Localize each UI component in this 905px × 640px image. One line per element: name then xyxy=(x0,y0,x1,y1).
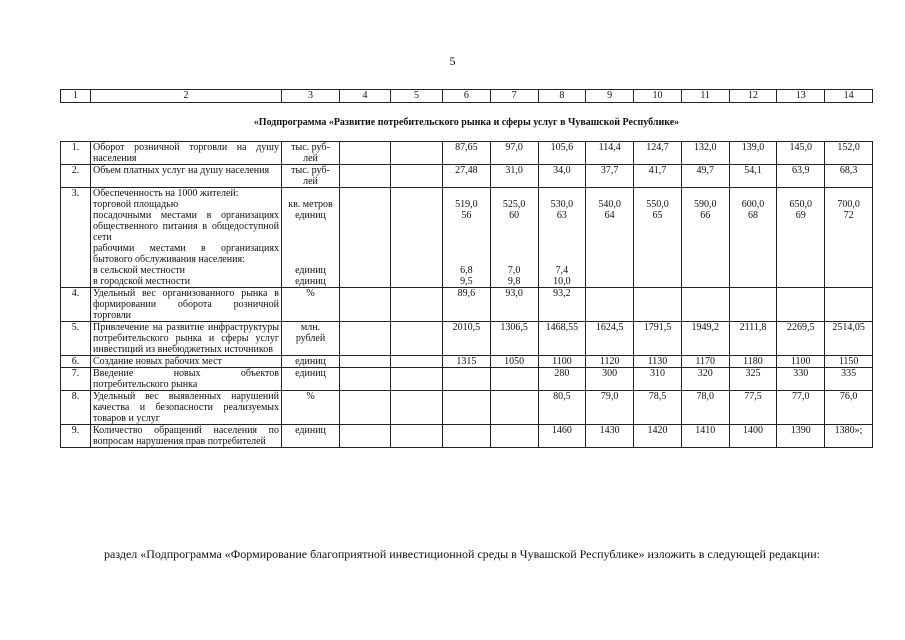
row-number: 6. xyxy=(61,356,91,368)
empty-cell xyxy=(391,142,443,165)
column-number-9: 9 xyxy=(586,90,634,103)
value-cell: 1315 xyxy=(443,356,491,368)
value-cell: 310 xyxy=(634,368,682,391)
empty-cell xyxy=(340,142,391,165)
value-cell: 97,0 xyxy=(490,142,538,165)
value-cell: 1306,5 xyxy=(490,322,538,356)
value-cell: 114,4 xyxy=(586,142,634,165)
empty-cell xyxy=(391,368,443,391)
value-cell: 2111,8 xyxy=(729,322,777,356)
indicators-table xyxy=(60,89,873,448)
indicator-name: Привлечение на развитие инфраструктуры потребительского рынка и сферы услуг инвестиций из внебюджетных источников xyxy=(91,322,282,356)
value-cell: 330 xyxy=(777,368,825,391)
empty-cell xyxy=(340,368,391,391)
value-cell: 1170 xyxy=(681,356,729,368)
value-cell: 152,0 xyxy=(825,142,873,165)
value-cell: 1420 xyxy=(634,425,682,448)
value-cell: 49,7 xyxy=(681,165,729,188)
value-cell: 1100 xyxy=(777,356,825,368)
column-number-10: 10 xyxy=(634,90,682,103)
value-cell: 105,6 xyxy=(538,142,586,165)
value-cell: 300 xyxy=(586,368,634,391)
value-cell: 1791,5 xyxy=(634,322,682,356)
value-cell: 31,0 xyxy=(490,165,538,188)
value-cell: 124,7 xyxy=(634,142,682,165)
column-number-2: 2 xyxy=(91,90,282,103)
subprogram-title-row xyxy=(61,103,873,142)
table-row xyxy=(61,425,873,448)
column-number-8: 8 xyxy=(538,90,586,103)
column-number-14: 14 xyxy=(825,90,873,103)
value-cell: 78,5 xyxy=(634,391,682,425)
value-cell: 139,0 xyxy=(729,142,777,165)
empty-cell xyxy=(340,391,391,425)
empty-cell xyxy=(391,322,443,356)
column-number-row xyxy=(61,90,873,103)
column-number-1: 1 xyxy=(61,90,91,103)
unit-cell: кв. метров единиц единиц единиц xyxy=(282,188,340,288)
value-cell: 34,0 xyxy=(538,165,586,188)
value-cell: 1949,2 xyxy=(681,322,729,356)
indicator-name: Количество обращений населения по вопросам нарушения прав потребителей xyxy=(91,425,282,448)
empty-cell xyxy=(391,356,443,368)
empty-cell xyxy=(340,322,391,356)
empty-cell xyxy=(340,356,391,368)
value-cell: 320 xyxy=(681,368,729,391)
value-cell: 93,0 xyxy=(490,288,538,322)
value-cell xyxy=(490,391,538,425)
value-cell: 525,0 60 7,0 9,8 xyxy=(490,188,538,288)
table-row xyxy=(61,322,873,356)
value-cell xyxy=(443,368,491,391)
empty-cell xyxy=(391,391,443,425)
column-number-4: 4 xyxy=(340,90,391,103)
value-cell: 63,9 xyxy=(777,165,825,188)
column-number-5: 5 xyxy=(391,90,443,103)
column-number-12: 12 xyxy=(729,90,777,103)
value-cell: 2269,5 xyxy=(777,322,825,356)
value-cell: 2010,5 xyxy=(443,322,491,356)
value-cell: 530,0 63 7,4 10,0 xyxy=(538,188,586,288)
unit-cell: единиц xyxy=(282,425,340,448)
value-cell: 550,0 65 xyxy=(634,188,682,288)
unit-cell: единиц xyxy=(282,356,340,368)
value-cell: 77,5 xyxy=(729,391,777,425)
value-cell: 79,0 xyxy=(586,391,634,425)
column-number-13: 13 xyxy=(777,90,825,103)
empty-cell xyxy=(340,288,391,322)
value-cell: 27,48 xyxy=(443,165,491,188)
column-number-3: 3 xyxy=(282,90,340,103)
value-cell: 1624,5 xyxy=(586,322,634,356)
row-number: 8. xyxy=(61,391,91,425)
indicator-name: Удельный вес организованного рынка в формировании оборота розничной торговли xyxy=(91,288,282,322)
subprogram-title: «Подпрограмма «Развитие потребительского рынка и сферы услуг в Чувашской Республике» xyxy=(61,103,873,142)
value-cell: 519,0 56 6,8 9,5 xyxy=(443,188,491,288)
empty-cell xyxy=(340,165,391,188)
unit-cell: тыс. руб- лей xyxy=(282,142,340,165)
value-cell: 335 xyxy=(825,368,873,391)
row-number: 1. xyxy=(61,142,91,165)
value-cell: 93,2 xyxy=(538,288,586,322)
value-cell: 89,6 xyxy=(443,288,491,322)
table-row xyxy=(61,142,873,165)
column-number-7: 7 xyxy=(490,90,538,103)
table-row xyxy=(61,368,873,391)
row-number: 9. xyxy=(61,425,91,448)
empty-cell xyxy=(391,425,443,448)
value-cell: 77,0 xyxy=(777,391,825,425)
value-cell: 600,0 68 xyxy=(729,188,777,288)
table-row xyxy=(61,391,873,425)
unit-cell: млн. рублей xyxy=(282,322,340,356)
indicator-name: Введение новых объектов потребительского рынка xyxy=(91,368,282,391)
value-cell: 1410 xyxy=(681,425,729,448)
value-cell: 1380»; xyxy=(825,425,873,448)
value-cell xyxy=(634,288,682,322)
empty-cell xyxy=(391,188,443,288)
column-number-6: 6 xyxy=(443,90,491,103)
value-cell: 78,0 xyxy=(681,391,729,425)
row-number: 3. xyxy=(61,188,91,288)
value-cell: 650,0 69 xyxy=(777,188,825,288)
value-cell: 1460 xyxy=(538,425,586,448)
row-number: 4. xyxy=(61,288,91,322)
empty-cell xyxy=(340,425,391,448)
value-cell: 700,0 72 xyxy=(825,188,873,288)
value-cell: 54,1 xyxy=(729,165,777,188)
unit-cell: единиц xyxy=(282,368,340,391)
empty-cell xyxy=(391,165,443,188)
value-cell: 2514,05 xyxy=(825,322,873,356)
value-cell xyxy=(443,425,491,448)
value-cell: 540,0 64 xyxy=(586,188,634,288)
indicator-name: Объем платных услуг на душу населения xyxy=(91,165,282,188)
unit-cell: % xyxy=(282,288,340,322)
row-number: 5. xyxy=(61,322,91,356)
value-cell: 145,0 xyxy=(777,142,825,165)
indicator-name: Создание новых рабочих мест xyxy=(91,356,282,368)
value-cell: 1150 xyxy=(825,356,873,368)
value-cell: 76,0 xyxy=(825,391,873,425)
footer-paragraph: раздел «Подпрограмма «Формирование благоприятной инвестиционной среды в Чувашской Республике» изложить в следующей редакции: xyxy=(104,547,820,561)
value-cell: 68,3 xyxy=(825,165,873,188)
value-cell: 132,0 xyxy=(681,142,729,165)
indicator-name: Обеспеченность на 1000 жителей: торговой площадью посадочными местами в организациях общественного питания в общедоступной сети рабочими местами в организациях бытового обслуживания населения: в сельской местности в городской местности xyxy=(91,188,282,288)
value-cell: 1100 xyxy=(538,356,586,368)
value-cell xyxy=(681,288,729,322)
value-cell xyxy=(729,288,777,322)
column-number-11: 11 xyxy=(681,90,729,103)
indicator-name: Удельный вес выявленных нарушений качества и безопасности реализуемых товаров и услуг xyxy=(91,391,282,425)
row-number: 7. xyxy=(61,368,91,391)
table-row xyxy=(61,288,873,322)
value-cell: 325 xyxy=(729,368,777,391)
value-cell: 1390 xyxy=(777,425,825,448)
value-cell: 37,7 xyxy=(586,165,634,188)
value-cell: 80,5 xyxy=(538,391,586,425)
value-cell: 1400 xyxy=(729,425,777,448)
value-cell: 280 xyxy=(538,368,586,391)
unit-cell: тыс. руб- лей xyxy=(282,165,340,188)
value-cell xyxy=(777,288,825,322)
value-cell: 1120 xyxy=(586,356,634,368)
value-cell xyxy=(490,368,538,391)
empty-cell xyxy=(340,188,391,288)
value-cell: 1050 xyxy=(490,356,538,368)
value-cell: 41,7 xyxy=(634,165,682,188)
value-cell: 87,65 xyxy=(443,142,491,165)
value-cell: 590,0 66 xyxy=(681,188,729,288)
table-row xyxy=(61,188,873,288)
value-cell: 1430 xyxy=(586,425,634,448)
value-cell xyxy=(825,288,873,322)
value-cell: 1180 xyxy=(729,356,777,368)
page-number: 5 xyxy=(449,54,456,68)
value-cell xyxy=(490,425,538,448)
value-cell: 1468,55 xyxy=(538,322,586,356)
value-cell xyxy=(586,288,634,322)
indicator-name: Оборот розничной торговли на душу населения xyxy=(91,142,282,165)
row-number: 2. xyxy=(61,165,91,188)
table-row xyxy=(61,356,873,368)
table-row xyxy=(61,165,873,188)
empty-cell xyxy=(391,288,443,322)
value-cell: 1130 xyxy=(634,356,682,368)
unit-cell: % xyxy=(282,391,340,425)
value-cell xyxy=(443,391,491,425)
